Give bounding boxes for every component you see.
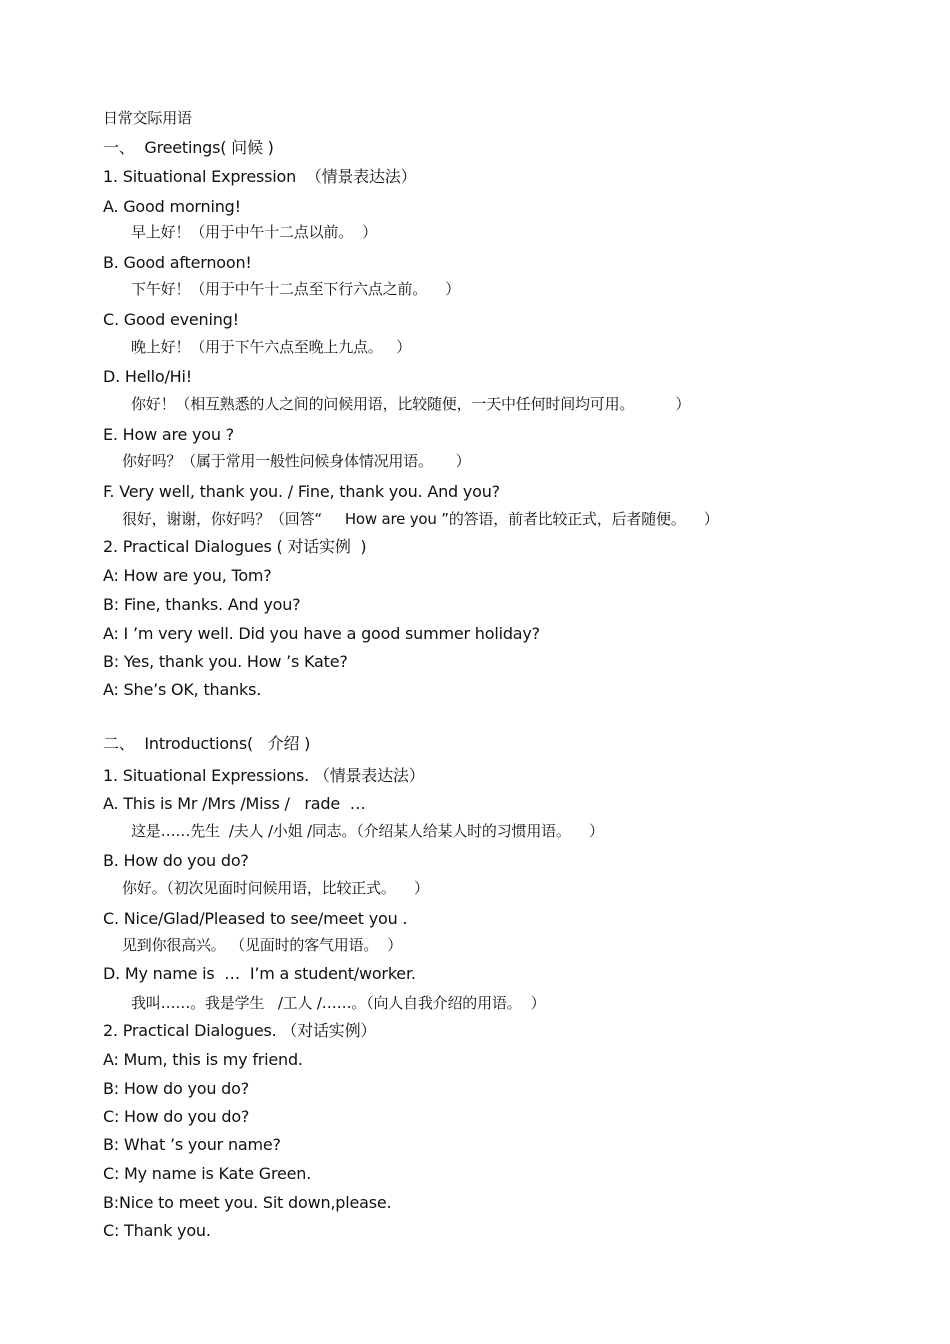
dialogue-line: A: She’s OK, thanks.	[103, 680, 262, 699]
dialogue-line: A: How are you, Tom?	[103, 566, 272, 585]
expression-en: B. Good afternoon!	[103, 253, 252, 272]
expression-cn: 晚上好！（用于下午六点至晚上九点。 ）	[131, 338, 412, 356]
expression-en: B. How do you do?	[103, 851, 249, 870]
section2-subheading-expressions: 1. Situational Expressions. （情景表达法）	[103, 766, 425, 785]
expression-cn: 你好。（初次见面时问候用语，比较正式。 ）	[122, 879, 429, 897]
expression-cn: 下午好！（用于中午十二点至下行六点之前。 ）	[131, 280, 461, 298]
expression-en: F. Very well, thank you. / Fine, thank you. And you?	[103, 482, 500, 501]
section1-heading: 一、 Greetings( 问候 )	[103, 138, 274, 157]
expression-cn: 你好！（相互熟悉的人之间的问候用语，比较随便，一天中任何时间均可用。 ）	[131, 395, 691, 413]
section1-subheading-expressions: 1. Situational Expression （情景表达法）	[103, 167, 417, 186]
expression-en: E. How are you ?	[103, 425, 235, 444]
expression-en: D. Hello/Hi!	[103, 367, 192, 386]
section2-subheading-dialogues: 2. Practical Dialogues. （对话实例）	[103, 1021, 377, 1040]
dialogue-line: C: My name is Kate Green.	[103, 1164, 312, 1183]
section1-subheading-dialogues: 2. Practical Dialogues ( 对话实例 )	[103, 537, 367, 556]
expression-cn: 早上好！（用于中午十二点以前。 ）	[131, 223, 377, 241]
dialogue-line: A: I ’m very well. Did you have a good summer holiday?	[103, 624, 540, 643]
expression-en: C. Good evening!	[103, 310, 239, 329]
expression-cn: 我叫……。我是学生 /工人 /……。（向人自我介绍的用语。 ）	[131, 994, 546, 1012]
document-title: 日常交际用语	[103, 109, 192, 127]
dialogue-line: B: Yes, thank you. How ’s Kate?	[103, 652, 348, 671]
expression-cn: 你好吗？（属于常用一般性问候身体情况用语。 ）	[122, 452, 471, 470]
expression-cn: 这是……先生 /夫人 /小姐 /同志。（介绍某人给某人时的习惯用语。 ）	[131, 822, 604, 840]
dialogue-line: C: Thank you.	[103, 1221, 211, 1240]
expression-en: C. Nice/Glad/Pleased to see/meet you .	[103, 909, 408, 928]
dialogue-line: B:Nice to meet you. Sit down,please.	[103, 1193, 392, 1212]
dialogue-line: B: Fine, thanks. And you?	[103, 595, 301, 614]
dialogue-line: B: What ’s your name?	[103, 1135, 281, 1154]
dialogue-line: C: How do you do?	[103, 1107, 250, 1126]
expression-en: A. This is Mr /Mrs /Miss / rade …	[103, 794, 366, 813]
dialogue-line: B: How do you do?	[103, 1079, 249, 1098]
expression-cn: 很好，谢谢，你好吗？（回答“ How are you ”的答语，前者比较正式，后者随便。 ）	[122, 510, 719, 528]
section2-heading: 二、 Introductions( 介绍 )	[103, 734, 311, 753]
expression-en: A. Good morning!	[103, 197, 241, 216]
expression-cn: 见到你很高兴。 （见面时的客气用语。 ）	[122, 936, 403, 954]
dialogue-line: A: Mum, this is my friend.	[103, 1050, 303, 1069]
expression-en: D. My name is … I’m a student/worker.	[103, 964, 416, 983]
